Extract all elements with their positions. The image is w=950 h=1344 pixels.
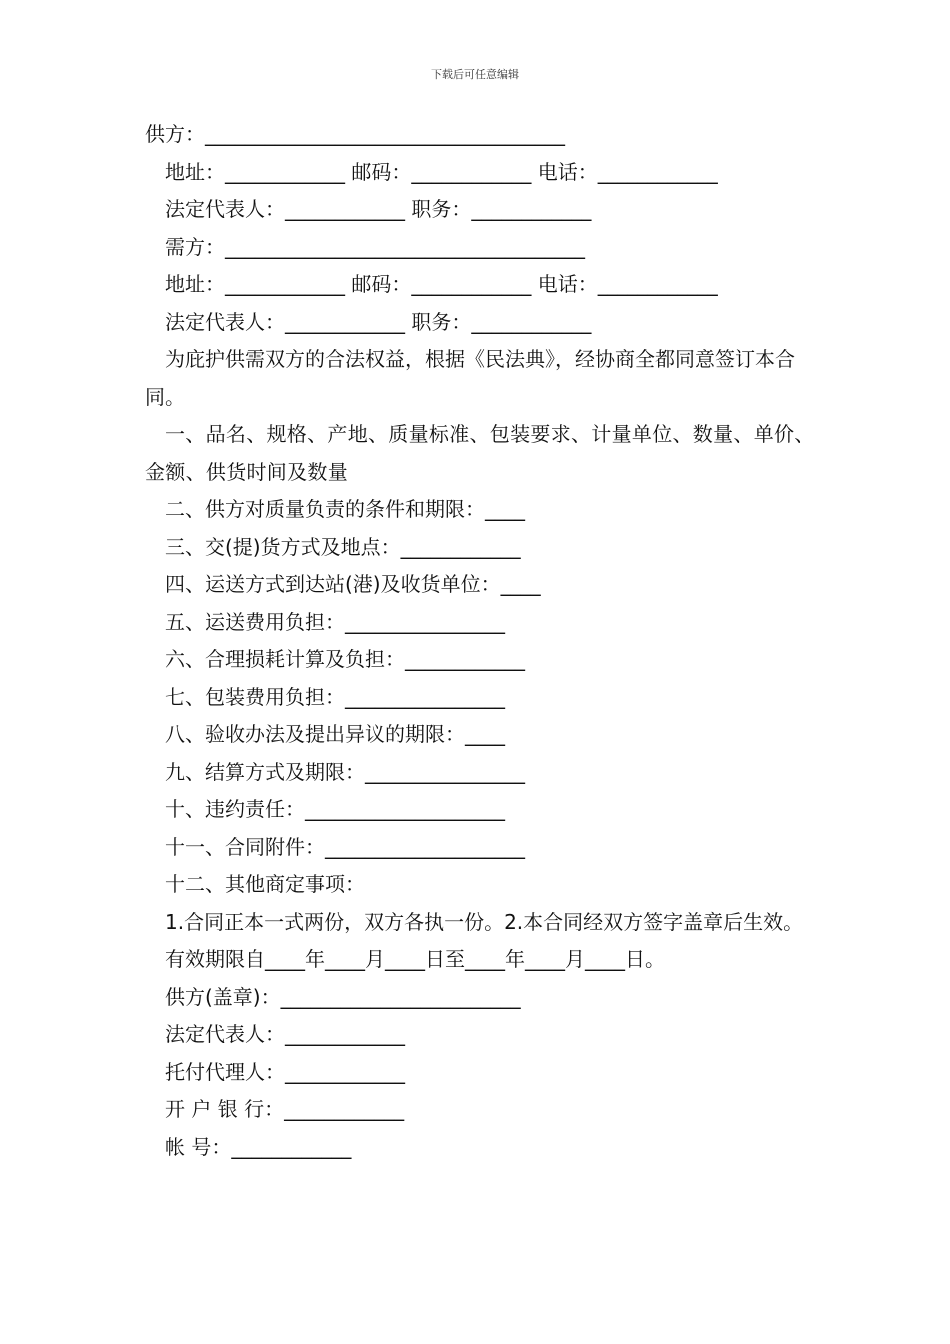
supplier-representative-line: 法定代表人：____________ 职务：____________ — [165, 197, 592, 221]
preamble-paragraph: 为庇护供需双方的合法权益，根据《民法典》，经协商全都同意签订本合同。 — [145, 347, 795, 409]
clause-10: 十、违约责任：____________________ — [165, 797, 505, 821]
clause-12-details: 1.合同正本一式两份，双方各执一份。2.本合同经双方签字盖章后生效。 — [165, 909, 804, 934]
supplier-seal-line: 供方(盖章)：________________________ — [165, 984, 521, 1009]
contract-body — [145, 116, 825, 1166]
page-header: 下载后可任意编辑 — [431, 68, 519, 81]
buyer-representative-line: 法定代表人：____________ 职务：____________ — [165, 309, 592, 334]
clause-7: 七、包装费用负担：________________ — [165, 684, 505, 709]
supplier-address-line: 地址：____________ 邮码：____________ 电话：____________ — [165, 159, 718, 184]
account-line: 帐 号：____________ — [165, 1134, 352, 1159]
clause-5: 五、运送费用负担：________________ — [165, 609, 505, 634]
clause-2: 二、供方对质量负责的条件和期限：____ — [165, 497, 525, 521]
buyer-address-line: 地址：____________ 邮码：____________ 电话：____________ — [165, 272, 718, 296]
clause-1: 一、品名、规格、产地、质量标准、包装要求、计量单位、数量、单价、金额、供货时间及数量 — [145, 422, 815, 484]
signature-representative-line: 法定代表人：____________ — [165, 1022, 405, 1046]
clause-6: 六、合理损耗计算及负担：____________ — [165, 647, 525, 671]
buyer-line: 需方：____________________________________ — [165, 234, 585, 259]
clause-9: 九、结算方式及期限：________________ — [165, 759, 525, 784]
supplier-line: 供方：____________________________________ — [145, 122, 565, 146]
validity-period-line: 有效期限自____年____月____日至____年____月____日。 — [165, 947, 665, 971]
clause-11: 十一、合同附件：____________________ — [165, 834, 525, 859]
bank-line: 开 户 银 行：____________ — [165, 1097, 405, 1121]
clause-4: 四、运送方式到达站(港)及收货单位：____ — [165, 572, 541, 596]
clause-3: 三、交(提)货方式及地点：____________ — [165, 534, 521, 559]
signature-agent-line: 托付代理人：____________ — [165, 1059, 405, 1084]
clause-8: 八、验收办法及提出异议的期限：____ — [165, 722, 505, 746]
clause-12: 十二、其他商定事项： — [165, 872, 365, 896]
